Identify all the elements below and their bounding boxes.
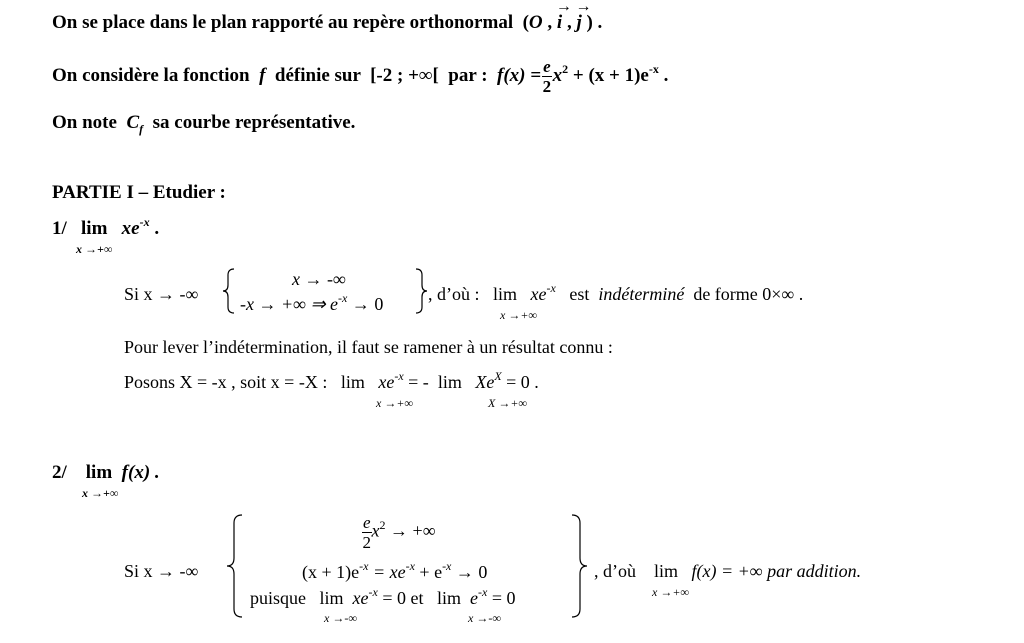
intro-line-3 [52, 112, 355, 134]
vector-i: → i [557, 12, 562, 34]
q1-title: 1/ lim $xe^{-x}$ . [52, 215, 160, 239]
fx-rest: + (x + 1)e [572, 64, 649, 86]
q2-conclusion-under: x →+∞ [652, 585, 689, 599]
q2-row3: puisque $\lim xe^{-x} = 0$ et $\lim e^{-x} = 0$ [250, 585, 516, 608]
q2-si: Si x → -∞ [124, 561, 199, 581]
origin-o: O [528, 12, 543, 33]
q1-under2: x →+∞ [500, 308, 537, 322]
q1-lim: lim [81, 218, 108, 239]
q2-left-brace [226, 514, 244, 618]
intro-line3-prefix: On note [52, 112, 117, 133]
q2-row3-under1: x →-∞ [324, 611, 357, 625]
function-name: f [259, 64, 266, 86]
q1-under3: x →+∞ [376, 396, 413, 410]
q2-row2: $(x + 1)e^{-x} = xe^{-x} + e^{-x} \to 0$ [302, 559, 488, 582]
q2-lim: lim [85, 462, 113, 483]
part1-heading: PARTIE I – Etudier : [52, 182, 226, 203]
q2-conclusion: , d’où lim f(x) = +∞ par addition. [594, 561, 862, 581]
q1-case1: x → -∞ [292, 269, 346, 289]
q2-title [52, 462, 160, 484]
intro-line2-mid: définie sur [274, 64, 361, 86]
q2-row1: $\frac{e}{2}$ $x^2$ → +∞ [362, 513, 436, 552]
x-squared-base: x [552, 64, 563, 86]
fx-label: f(x) = [497, 64, 542, 86]
intro-line-1: On se place dans le plan rapporté au repère orthonormal (O , → i , → j ) . [52, 12, 602, 34]
q1-dou: , d’où : lim $xe^{-x}$ est indéterminé de forme 0×∞ . [428, 281, 804, 304]
q1-si: Si x → -∞ [124, 284, 199, 304]
q1-under: x →+∞ [76, 242, 113, 256]
q1-right-brace [414, 268, 428, 314]
q2-under: x →+∞ [82, 486, 119, 500]
q1-exp: -x [139, 215, 150, 229]
q1-posons: Posons X = -x , soit x = -X : lim $xe^{-x}$ = - lim $Xe^X = 0$ . [124, 369, 539, 392]
intro-line1-text: On se place dans le plan rapporté au repère orthonormal [52, 12, 514, 33]
fraction-e-over-2: $\frac{e}{2}$ [542, 57, 552, 96]
q1-under4: X →+∞ [488, 396, 527, 410]
domain: [-2 ; +∞[ [370, 64, 439, 86]
intro-line2-prefix: On considère la fonction [52, 64, 250, 86]
q1-case2: -x → +∞ ⇒ $e^{-x} \to 0$ [240, 291, 384, 314]
intro-line3-suffix: sa courbe représentative. [152, 112, 356, 133]
curve-sub: f [139, 122, 144, 136]
intro-par: par : [448, 64, 488, 86]
q1-label: 1/ [52, 218, 67, 239]
q1-expr: xe [121, 218, 140, 239]
intro-line-2: On considère la fonction f définie sur [-2 ; +∞[ par : f(x) = $\frac{e}{2}$ $x^2 + (x + 1)e^{-x}$ . [52, 57, 669, 96]
q2-label: 2/ [52, 462, 67, 483]
vector-j: → j [576, 12, 581, 34]
curve-c: C [126, 112, 140, 133]
q2-right-brace [570, 514, 588, 618]
q2-expr: f(x) . [121, 462, 160, 483]
q1-left-brace [222, 268, 236, 314]
q1-pour: Pour lever l’indétermination, il faut se ramener à un résultat connu : [124, 337, 613, 357]
q2-row3-under2: x →-∞ [468, 611, 501, 625]
